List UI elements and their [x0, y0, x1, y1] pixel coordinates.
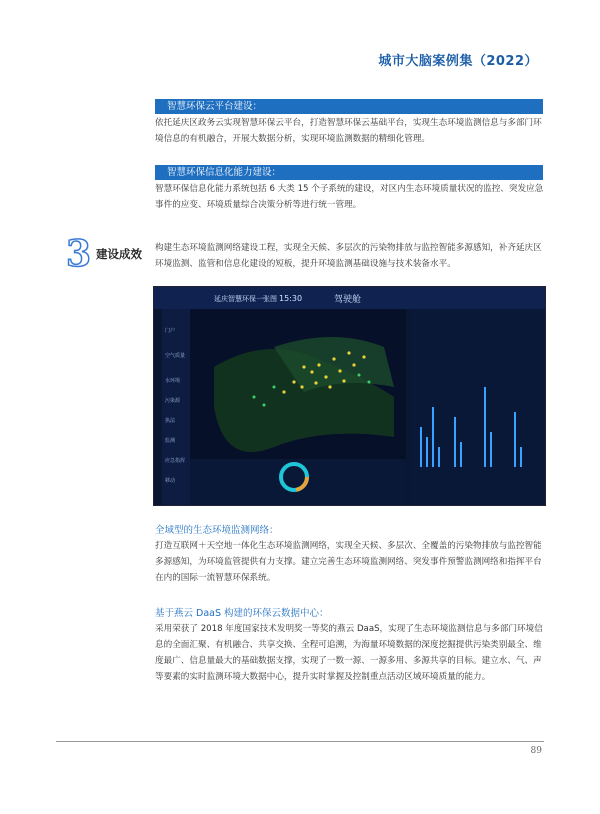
dashboard-image	[154, 287, 546, 506]
dashboard-menu-item: 空气质量	[165, 353, 186, 359]
network-title: 全域型的生态环境监测网络：	[155, 525, 279, 536]
dashboard-screenshot	[153, 286, 546, 506]
results-intro: 构建生态环境监测网络建设工程，实现全天候、多层次的污染物排放与监控智能多源感知，补齐延庆区环境监测、监管和信息化建设的短板，提升环境监测基础设施与技术装备水平。	[155, 243, 542, 269]
document-header-title: 城市大脑案例集（2022）	[378, 54, 538, 69]
section-title-cloud-platform: 智慧环保云平台建设：	[155, 99, 543, 114]
daas-title: 基于燕云 DaaS 构建的环保云数据中心：	[155, 608, 329, 619]
dashboard-menu-item: 执法	[165, 418, 176, 424]
results-heading	[56, 233, 156, 276]
footer-divider	[56, 741, 544, 742]
section-title-info-capability: 智慧环保信息化能力建设：	[155, 165, 543, 180]
results-title: 建设成效	[96, 247, 142, 261]
results-number: 3	[66, 233, 92, 275]
dashboard-time: 15:30	[279, 294, 303, 303]
dashboard-menu-item: 门户	[165, 328, 176, 334]
dashboard-menu-item: 水环境	[165, 378, 181, 384]
section-text-cloud-platform: 依托延庆区政务云实现智慧环保云平台，打造智慧环保云基础平台，实现生态环境监测信息与多部门环境信息的有机融合，开展大数据分析，实现环境监测数据的精细化管理。	[155, 118, 542, 144]
daas-text: 采用荣获了 2018 年度国家技术发明奖一等奖的燕云 DaaS，实现了生态环境监测信息与多部门环境信息的全面汇聚、有机融合、共享交换、全程可追溯，为海量环境数据的深度挖掘提供污染类别最全、维度最广、信息量最大的基础数据支撑，实现了一数一源、一源多用、多源共享的目标。建立水、气、声等要素的实时监测环境大数据中心，提升实时掌握及控制重点活动区域环境质量的能力。	[155, 624, 543, 682]
dashboard-menu-item: 应急指挥	[165, 458, 186, 464]
page-number: 89	[530, 746, 542, 756]
section-text-info-capability: 智慧环保信息化能力系统包括 6 大类 15 个子系统的建设，对区内生态环境质量状况的监控、突发应急事件的应变、环境质量综合决策分析等进行统一管理。	[155, 184, 544, 210]
dashboard-title: 延庆智慧环保一张图	[214, 295, 277, 303]
dashboard-menu-item: 监测	[165, 438, 176, 444]
dashboard-menu-item: 移动	[165, 478, 176, 484]
dashboard-menu-item: 污染源	[165, 398, 181, 404]
network-text: 打造互联网＋天空地一体化生态环境监测网络，实现全天候、多层次、全覆盖的污染物排放与监控智能多源感知，为环境监管提供有力支撑。建立完善生态环境监测网络、突发事件预警监测网络和指挥平台在内的国际一流智慧环保系统。	[155, 541, 542, 583]
dashboard-center-title: 驾驶舱	[334, 295, 362, 305]
